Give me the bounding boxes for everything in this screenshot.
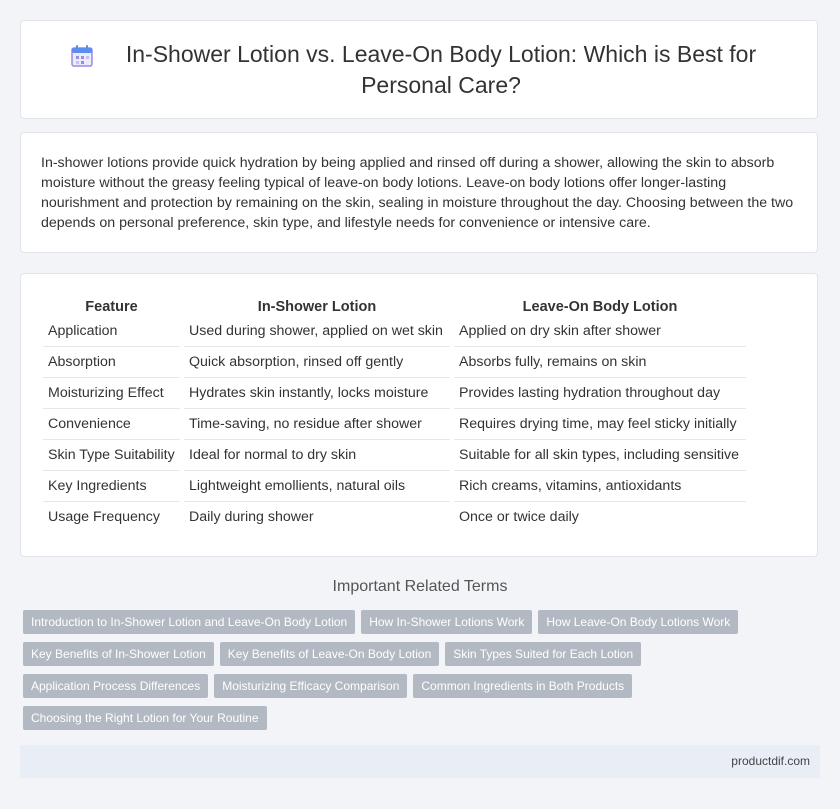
feature-cell: Skin Type Suitability: [43, 440, 180, 471]
table-row: [43, 378, 746, 409]
in-shower-cell: Daily during shower: [189, 509, 314, 525]
feature-cell: Moisturizing Effect: [43, 378, 180, 409]
related-terms-tags: [23, 610, 803, 738]
related-term-tag[interactable]: How Leave-On Body Lotions Work: [538, 610, 738, 634]
header-feature: Feature: [85, 299, 138, 315]
table-row: [43, 502, 746, 532]
feature-cell: Application: [43, 316, 180, 347]
feature-cell: Key Ingredients: [43, 471, 180, 502]
table-row: [43, 316, 746, 347]
related-term-tag[interactable]: Common Ingredients in Both Products: [413, 674, 632, 698]
intro-text: In-shower lotions provide quick hydration by being applied and rinsed off during a shower, allowing the skin to absorb moisture without the greasy feeling typical of leave-on body lotions. Leave-on body lotions offer longer-lasting nourishment and protection by remaining on the skin, sealing in moisture throughout the day. Choosing between the two depends on personal preference, skin type, and lifestyle needs for convenience or intensive care.: [41, 155, 794, 231]
leave-on-cell: Once or twice daily: [459, 509, 579, 525]
related-term-tag[interactable]: Moisturizing Efficacy Comparison: [214, 674, 407, 698]
in-shower-cell: Hydrates skin instantly, locks moisture: [184, 378, 450, 409]
leave-on-cell: Absorbs fully, remains on skin: [454, 347, 746, 378]
feature-cell: Usage Frequency: [48, 509, 160, 525]
related-term-tag[interactable]: Application Process Differences: [23, 674, 208, 698]
in-shower-cell: Lightweight emollients, natural oils: [184, 471, 450, 502]
header-in-shower: In-Shower Lotion: [257, 299, 377, 315]
table-header-row: [43, 294, 746, 316]
header-card: [20, 20, 818, 119]
leave-on-cell: Rich creams, vitamins, antioxidants: [454, 471, 746, 502]
leave-on-cell: Requires drying time, may feel sticky initially: [454, 409, 746, 440]
in-shower-cell: Ideal for normal to dry skin: [184, 440, 450, 471]
header-leave-on: Leave-On Body Lotion: [522, 299, 678, 315]
related-term-tag[interactable]: How In-Shower Lotions Work: [361, 610, 532, 634]
related-term-tag[interactable]: Introduction to In-Shower Lotion and Leave-On Body Lotion: [23, 610, 355, 634]
feature-cell: Convenience: [43, 409, 180, 440]
in-shower-cell: Time-saving, no residue after shower: [184, 409, 450, 440]
in-shower-cell: Used during shower, applied on wet skin: [184, 316, 450, 347]
related-term-tag[interactable]: Skin Types Suited for Each Lotion: [445, 642, 641, 666]
title-wrap: [69, 39, 769, 101]
leave-on-cell: Provides lasting hydration throughout day: [454, 378, 746, 409]
page-title: In-Shower Lotion vs. Leave-On Body Lotion: Which is Best for Personal Care?: [125, 40, 757, 98]
related-term-tag[interactable]: Choosing the Right Lotion for Your Routine: [23, 706, 267, 730]
comparison-table-card: [20, 273, 818, 557]
leave-on-cell: Applied on dry skin after shower: [454, 316, 746, 347]
related-term-tag[interactable]: Key Benefits of Leave-On Body Lotion: [220, 642, 439, 666]
related-terms-title: Important Related Terms: [332, 578, 508, 595]
table-row: [43, 409, 746, 440]
comparison-table: [39, 294, 750, 532]
table-row: [43, 347, 746, 378]
footer-site-link[interactable]: productdif.com: [731, 754, 810, 768]
intro-card: [20, 132, 818, 253]
calendar-icon: [69, 43, 95, 69]
footer: [20, 745, 820, 778]
leave-on-cell: Suitable for all skin types, including sensitive: [454, 440, 746, 471]
related-term-tag[interactable]: Key Benefits of In-Shower Lotion: [23, 642, 214, 666]
feature-cell: Absorption: [43, 347, 180, 378]
in-shower-cell: Quick absorption, rinsed off gently: [184, 347, 450, 378]
table-row: [43, 440, 746, 471]
table-row: [43, 471, 746, 502]
